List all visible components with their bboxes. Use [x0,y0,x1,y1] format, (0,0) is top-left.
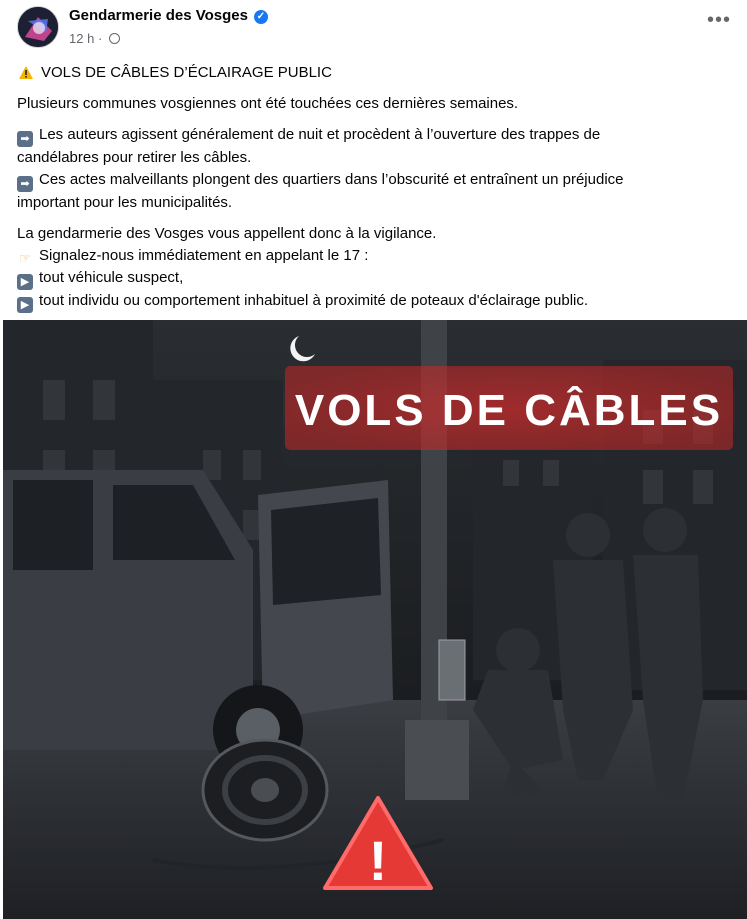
pointing-hand-emoji-icon: ☞ [18,250,32,266]
post-text [17,62,732,322]
verified-badge-icon: ✓ [254,10,268,24]
right-arrow-emoji-icon: ➡ [17,131,33,147]
post-meta [69,31,120,46]
post-image[interactable] [3,320,747,919]
bullets-paragraph [17,124,732,214]
vigilance-line: La gendarmerie des Vosges vous appellent donc à la vigilance. [17,225,437,242]
banner-title: VOLS DE CÂBLES [294,386,724,435]
meta-separator: · [97,31,103,46]
item1-line: tout véhicule suspect, [39,269,184,286]
open-hatch [439,640,465,700]
intro-paragraph: Plusieurs communes vosgiennes ont été touchées ces dernières semaines. [17,95,519,112]
alert-glyph: ! [368,829,388,892]
signal-line: Signalez-nous immédiatement en appelant le 17 : [39,247,369,264]
post-title [17,62,732,84]
bullet1-line2: candélabres pour retirer les câbles. [17,149,252,166]
play-button-emoji-icon: ▶ [17,297,33,313]
right-arrow-emoji-icon: ➡ [17,176,33,192]
page-name-text[interactable]: Gendarmerie des Vosges [69,7,248,24]
page-avatar[interactable] [17,6,59,48]
more-options-icon[interactable]: ••• [706,9,731,31]
item2-line: tout individu ou comportement inhabituel à proximité de poteaux d'éclairage public. [39,292,589,309]
bullet2-line2: important pour les municipalités. [17,194,233,211]
bullet2-line1: Ces actes malveillants plongent des quartiers dans l’obscurité et entraînent un préjudice [39,171,624,188]
warning-emoji-icon [17,65,35,81]
vigilance-paragraph [17,223,732,313]
play-button-emoji-icon: ▶ [17,274,33,290]
page-name[interactable] [69,7,268,24]
title-banner [283,366,735,450]
post-header [0,0,747,58]
lamp-post-base [405,720,469,800]
post-title-text: VOLS DE CÂBLES D’ÉCLAIRAGE PUBLIC [41,64,332,81]
post-time[interactable]: 12 h [69,31,95,46]
bullet1-line1: Les auteurs agissent généralement de nuit et procèdent à l’ouverture des trappes de [39,126,601,143]
globe-icon [109,33,120,44]
